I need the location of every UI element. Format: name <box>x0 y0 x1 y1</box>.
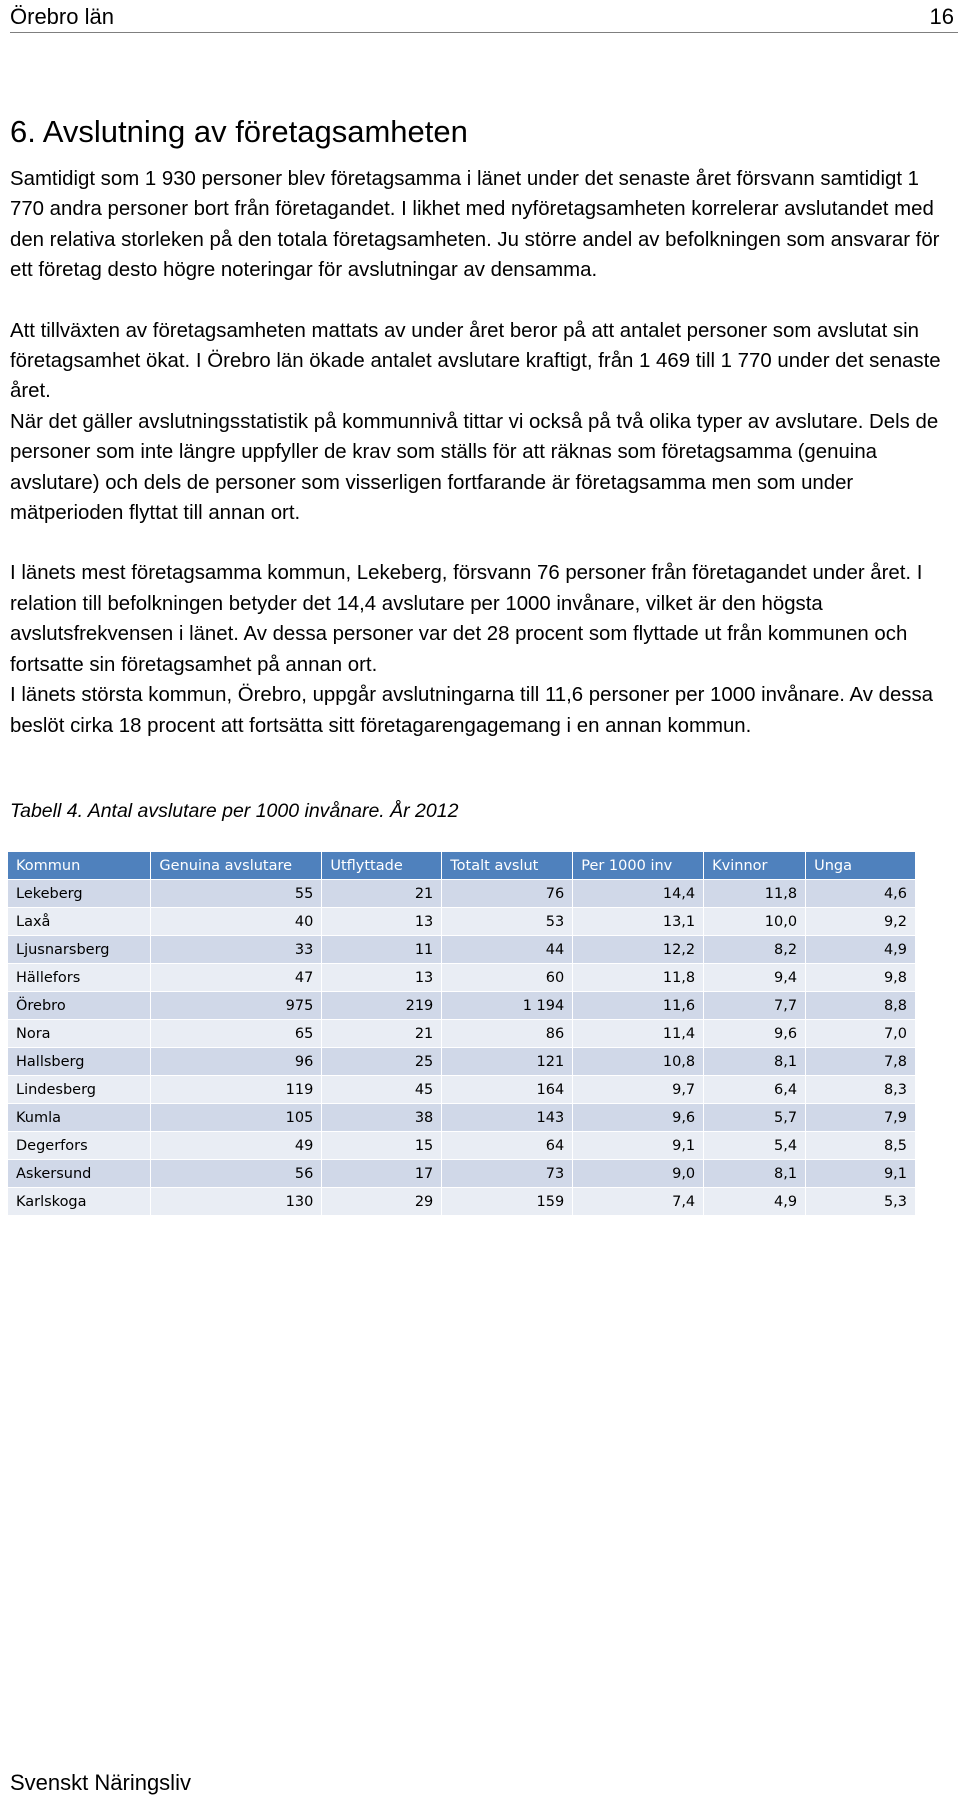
value-cell: 55 <box>151 880 322 908</box>
page-header <box>10 2 958 33</box>
kommun-cell: Lindesberg <box>8 1076 151 1104</box>
value-cell: 143 <box>442 1104 573 1132</box>
table-row <box>8 1188 916 1216</box>
value-cell: 9,8 <box>806 964 916 992</box>
value-cell: 4,9 <box>704 1188 806 1216</box>
value-cell: 65 <box>151 1020 322 1048</box>
table-row <box>8 1104 916 1132</box>
value-cell: 11,6 <box>573 992 704 1020</box>
paragraph: Samtidigt som 1 930 personer blev företagsamma i länet under det senaste året försvann samtidigt 1 770 andra personer bort från företagandet. I likhet med nyföretagsamheten korrelerar avslutandet med den relativa storleken på den totala företagsamheten. Ju större andel av befolkningen som ansvarar för ett företag desto högre noteringar för avslutningar av densamma. <box>10 168 940 282</box>
paragraph: I länets största kommun, Örebro, uppgår avslutningarna till 11,6 personer per 1000 invånare. Av dessa beslöt cirka 18 procent att fortsätta sitt företagarengagemang i en annan kommun. <box>10 684 934 737</box>
value-cell: 25 <box>322 1048 442 1076</box>
value-cell: 10,0 <box>704 908 806 936</box>
value-cell: 64 <box>442 1132 573 1160</box>
value-cell: 9,0 <box>573 1160 704 1188</box>
value-cell: 7,9 <box>806 1104 916 1132</box>
value-cell: 14,4 <box>573 880 704 908</box>
value-cell: 10,8 <box>573 1048 704 1076</box>
value-cell: 53 <box>442 908 573 936</box>
kommun-cell: Kumla <box>8 1104 151 1132</box>
value-cell: 4,9 <box>806 936 916 964</box>
value-cell: 8,5 <box>806 1132 916 1160</box>
value-cell: 164 <box>442 1076 573 1104</box>
value-cell: 45 <box>322 1076 442 1104</box>
value-cell: 1 194 <box>442 992 573 1020</box>
value-cell: 9,4 <box>704 964 806 992</box>
value-cell: 38 <box>322 1104 442 1132</box>
value-cell: 44 <box>442 936 573 964</box>
value-cell: 5,7 <box>704 1104 806 1132</box>
page-number: 16 <box>929 4 954 29</box>
value-cell: 8,8 <box>806 992 916 1020</box>
header-region: Örebro län <box>10 4 114 29</box>
value-cell: 7,7 <box>704 992 806 1020</box>
table-row <box>8 1160 916 1188</box>
value-cell: 76 <box>442 880 573 908</box>
column-header: Utflyttade <box>322 852 442 880</box>
value-cell: 86 <box>442 1020 573 1048</box>
column-header: Unga <box>806 852 916 880</box>
table-row <box>8 1132 916 1160</box>
column-header: Genuina avslutare <box>151 852 322 880</box>
kommun-cell: Karlskoga <box>8 1188 151 1216</box>
kommun-cell: Nora <box>8 1020 151 1048</box>
table-header-row <box>8 852 916 880</box>
section-title: 6. Avslutning av företagsamheten <box>10 114 468 149</box>
value-cell: 9,6 <box>704 1020 806 1048</box>
kommun-cell: Ljusnarsberg <box>8 936 151 964</box>
value-cell: 60 <box>442 964 573 992</box>
value-cell: 105 <box>151 1104 322 1132</box>
value-cell: 7,4 <box>573 1188 704 1216</box>
value-cell: 8,2 <box>704 936 806 964</box>
value-cell: 8,1 <box>704 1048 806 1076</box>
table-row <box>8 1020 916 1048</box>
table-row <box>8 908 916 936</box>
table-row <box>8 880 916 908</box>
kommun-cell: Laxå <box>8 908 151 936</box>
table-row <box>8 1048 916 1076</box>
paragraph: I länets mest företagsamma kommun, Lekeberg, försvann 76 personer från företagandet under året. I relation till befolkningen betyder det 14,4 avslutare per 1000 invånare, vilket är den högsta avslutsfrekvensen i länet. Av dessa personer var det 28 procent som flyttade ut från kommunen och fortsatte sin företagsamhet på annan ort. <box>10 562 923 676</box>
value-cell: 4,6 <box>806 880 916 908</box>
kommun-cell: Askersund <box>8 1160 151 1188</box>
value-cell: 8,3 <box>806 1076 916 1104</box>
value-cell: 119 <box>151 1076 322 1104</box>
value-cell: 9,1 <box>573 1132 704 1160</box>
kommun-cell: Örebro <box>8 992 151 1020</box>
value-cell: 47 <box>151 964 322 992</box>
table-row <box>8 992 916 1020</box>
kommun-cell: Hällefors <box>8 964 151 992</box>
value-cell: 9,1 <box>806 1160 916 1188</box>
page-footer: Svenskt Näringsliv <box>10 1770 191 1795</box>
value-cell: 13 <box>322 964 442 992</box>
value-cell: 21 <box>322 1020 442 1048</box>
value-cell: 5,3 <box>806 1188 916 1216</box>
value-cell: 12,2 <box>573 936 704 964</box>
value-cell: 9,6 <box>573 1104 704 1132</box>
data-table <box>8 852 916 1215</box>
column-header: Totalt avslut <box>442 852 573 880</box>
value-cell: 11 <box>322 936 442 964</box>
value-cell: 130 <box>151 1188 322 1216</box>
body-text <box>10 164 958 741</box>
value-cell: 29 <box>322 1188 442 1216</box>
value-cell: 17 <box>322 1160 442 1188</box>
value-cell: 121 <box>442 1048 573 1076</box>
value-cell: 33 <box>151 936 322 964</box>
value-cell: 11,4 <box>573 1020 704 1048</box>
value-cell: 7,0 <box>806 1020 916 1048</box>
table-row <box>8 936 916 964</box>
value-cell: 11,8 <box>573 964 704 992</box>
value-cell: 11,8 <box>704 880 806 908</box>
value-cell: 73 <box>442 1160 573 1188</box>
value-cell: 6,4 <box>704 1076 806 1104</box>
value-cell: 96 <box>151 1048 322 1076</box>
value-cell: 40 <box>151 908 322 936</box>
table-body <box>8 880 916 1216</box>
value-cell: 9,7 <box>573 1076 704 1104</box>
value-cell: 13,1 <box>573 908 704 936</box>
value-cell: 21 <box>322 880 442 908</box>
value-cell: 15 <box>322 1132 442 1160</box>
column-header: Kommun <box>8 852 151 880</box>
column-header: Per 1000 inv <box>573 852 704 880</box>
kommun-cell: Lekeberg <box>8 880 151 908</box>
value-cell: 5,4 <box>704 1132 806 1160</box>
value-cell: 159 <box>442 1188 573 1216</box>
value-cell: 8,1 <box>704 1160 806 1188</box>
table-row <box>8 964 916 992</box>
value-cell: 9,2 <box>806 908 916 936</box>
table-caption: Tabell 4. Antal avslutare per 1000 invånare. År 2012 <box>10 800 459 822</box>
value-cell: 49 <box>151 1132 322 1160</box>
value-cell: 13 <box>322 908 442 936</box>
value-cell: 219 <box>322 992 442 1020</box>
value-cell: 7,8 <box>806 1048 916 1076</box>
value-cell: 975 <box>151 992 322 1020</box>
paragraph: Att tillväxten av företagsamheten mattats av under året beror på att antalet personer som avslutat sin företagsamhet ökat. I Örebro län ökade antalet avslutare kraftigt, från 1 469 till 1 770 under det senaste året. <box>10 319 941 403</box>
table-row <box>8 1076 916 1104</box>
kommun-cell: Hallsberg <box>8 1048 151 1076</box>
column-header: Kvinnor <box>704 852 806 880</box>
kommun-cell: Degerfors <box>8 1132 151 1160</box>
paragraph: När det gäller avslutningsstatistik på kommunnivå tittar vi också på två olika typer av avslutare. Dels de personer som inte längre uppfyller de krav som ställs för att räknas som företagsamma (genuina avslutare) och dels de personer som visserligen fortfarande är företagsamma men som under mätperioden flyttat till annan ort. <box>10 410 939 525</box>
value-cell: 56 <box>151 1160 322 1188</box>
